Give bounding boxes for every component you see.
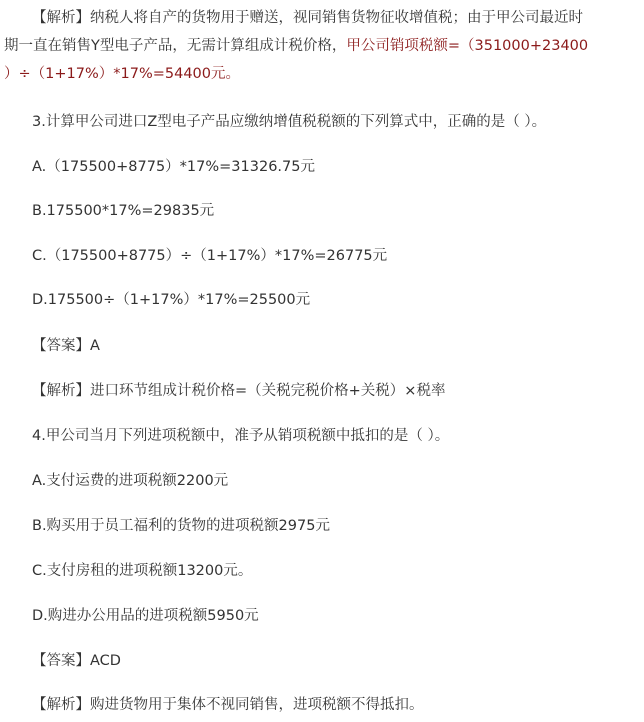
- analysis-1-line-2: [4, 36, 588, 56]
- analysis-1-line-3: ）÷（1+17%）*17%=54400元。: [4, 66, 241, 82]
- question-3-option-a: A.（175500+8775）*17%=31326.75元: [32, 159, 315, 175]
- question-3-option-b: B.175500*17%=29835元: [32, 203, 215, 219]
- question-3: 3.计算甲公司进口Z型电子产品应缴纳增值税税额的下列算式中，正确的是（ ）。: [32, 114, 547, 130]
- analysis-1-line-2-text: 期一直在销售Y型电子产品，无需计算组成计税价格，: [4, 38, 347, 54]
- question-4-option-a: A.支付运费的进项税额2200元: [32, 473, 229, 489]
- analysis-1-line-1: 【解析】纳税人将自产的货物用于赠送，视同销售货物征收增值税；由于甲公司最近时: [32, 10, 583, 26]
- question-4-option-c: C.支付房租的进项税额13200元。: [32, 563, 253, 579]
- question-4: 4.甲公司当月下列进项税额中，准予从销项税额中抵扣的是（ ）。: [32, 428, 450, 444]
- question-3-analysis: 【解析】进口环节组成计税价格=（关税完税价格+关税）×税率: [32, 383, 446, 399]
- question-4-option-d: D.购进办公用品的进项税额5950元: [32, 608, 259, 624]
- question-4-answer: 【答案】ACD: [32, 653, 121, 669]
- question-3-option-c: C.（175500+8775）÷（1+17%）*17%=26775元: [32, 248, 388, 264]
- question-3-option-d: D.175500÷（1+17%）*17%=25500元: [32, 292, 311, 308]
- analysis-1-highlight: 甲公司销项税额=（351000+23400: [346, 38, 589, 54]
- question-3-answer: 【答案】A: [32, 338, 100, 354]
- question-4-option-b: B.购买用于员工福利的货物的进项税额2975元: [32, 518, 330, 534]
- question-4-analysis: 【解析】购进货物用于集体不视同销售，进项税额不得抵扣。: [32, 697, 424, 713]
